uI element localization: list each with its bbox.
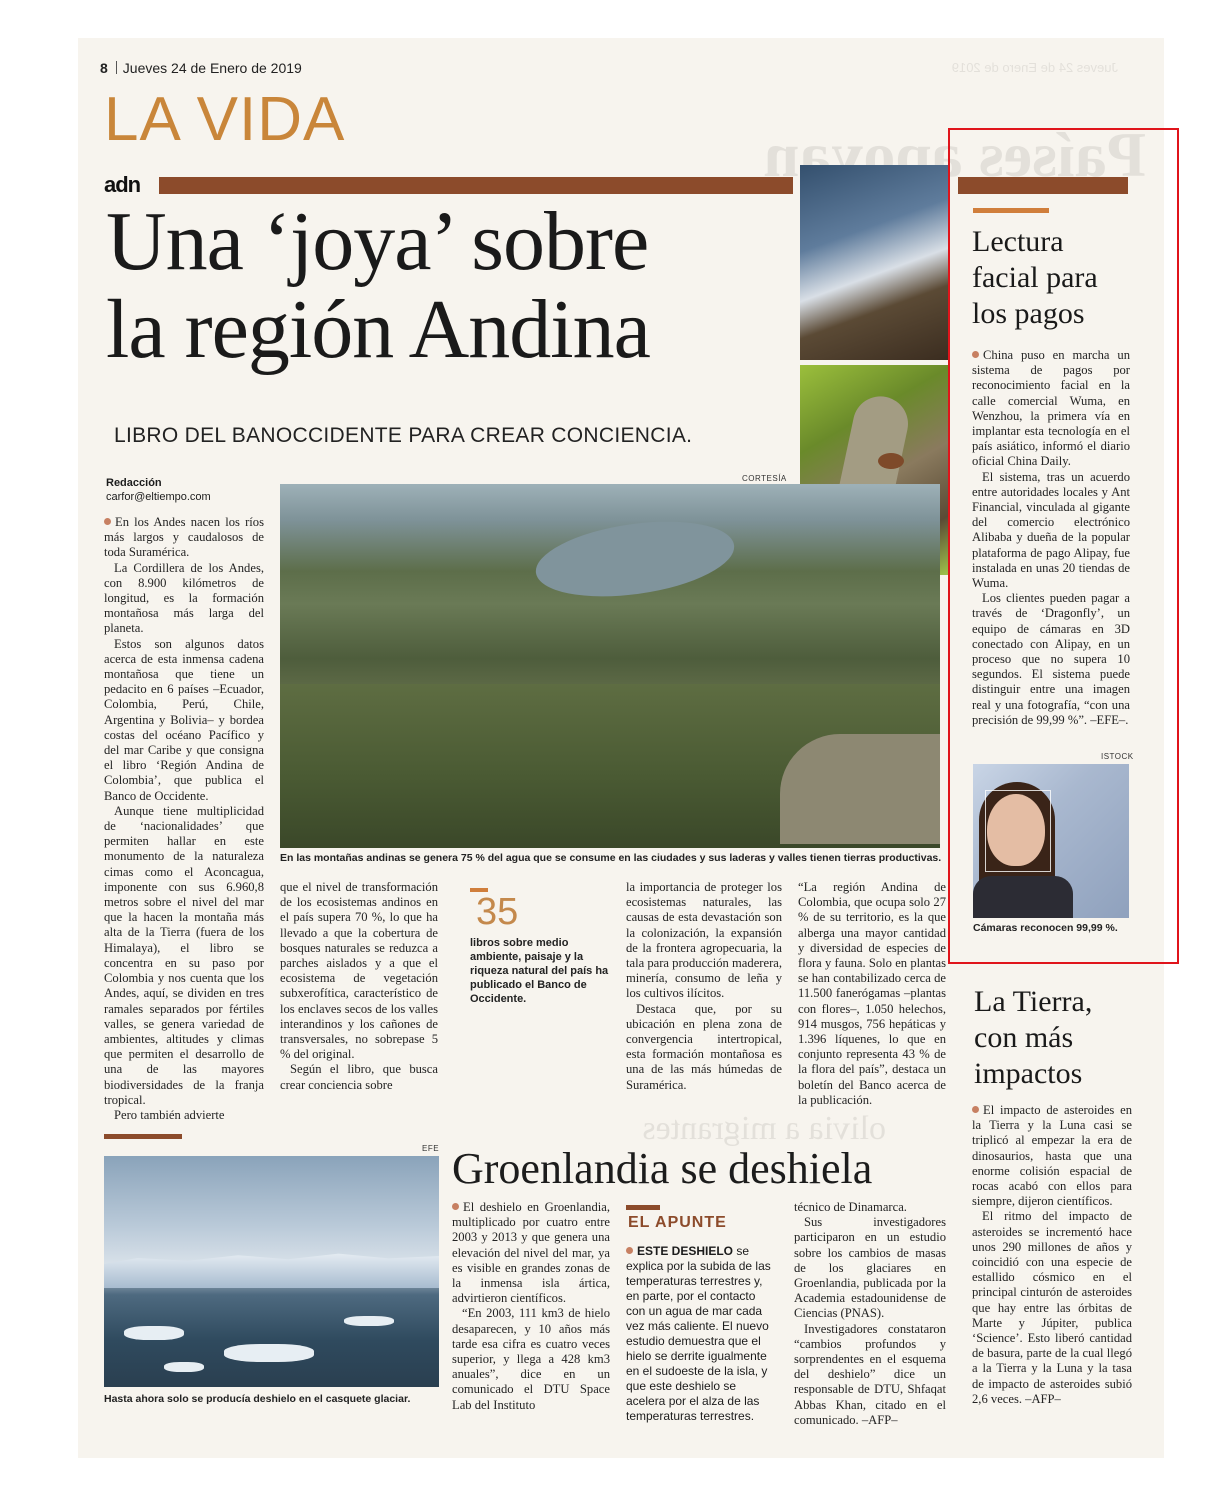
bullet-icon [626, 1247, 633, 1254]
apunte-lead: ESTE DESHIELO [637, 1244, 734, 1258]
paragraph: técnico de Dinamarca. [794, 1200, 907, 1214]
bullet-icon [104, 518, 111, 525]
facial-photo-credit: ISTOCK [1101, 752, 1134, 761]
lake-shape [531, 510, 739, 607]
byline [106, 476, 211, 504]
paragraph: Pero también advierte [114, 1107, 225, 1122]
paragraph [972, 1103, 1132, 1209]
apunte-title: EL APUNTE [628, 1214, 727, 1231]
paragraph: Destaca que, por su ubicación en plena zona de convergencia intertropical, esta formación montañosa es una de las más húmedas de Suramérica. [626, 1001, 782, 1092]
section-title: LA VIDA [104, 85, 346, 154]
paragraph-text: En los Andes nacen los ríos más largos y caudalosos de toda Suramérica. [104, 515, 264, 560]
ice-floe-shape [124, 1326, 184, 1340]
main-article-col-3 [626, 880, 782, 1093]
headline-rule [159, 177, 793, 194]
paragraph [972, 348, 1130, 470]
apunte-rule [626, 1205, 660, 1210]
paragraph: Los clientes pueden pagar a través de ‘Dragonfly’, un equipo de cámaras en 3D conectado con Alipay, en un proceso que no supera 10 segundos. El sistema puede distinguir entre una imagen real y una fotografía, “con una precisión de 99,99 %”. –EFE–. [972, 591, 1130, 727]
ice-floe-shape [344, 1316, 394, 1326]
paragraph: Sus investigadores participaron en un estudio sobre los cambios de masas de los glaciares en Groenlandia, publicada por la Academia estadounidense de Ciencias (PNAS). [794, 1215, 946, 1321]
headline-line-2: la región Andina [106, 283, 650, 376]
main-photo-caption: En las montañas andinas se genera 75 % del agua que se consume en las ciudades y sus laderas y valles tienen tierras productivas. [280, 852, 942, 864]
shirt-shape [973, 876, 1073, 918]
paragraph: Según el libro, que busca crear conciencia sobre [280, 1062, 438, 1092]
paragraph-text: El impacto de asteroides en la Tierra y la Luna casi se triplicó al empezar la era de dinosaurios, hasta que una enorme colisión espacial de rocas acabó con ellos para siempre, dijeron científicos. [972, 1103, 1132, 1209]
scan-frame-icon [985, 790, 1051, 872]
stat-text: libros sobre medio ambiente, paisaje y la riqueza natural del país ha publicado el Banco de Occidente. [470, 937, 609, 1005]
groenlandia-col-1 [452, 1200, 610, 1413]
main-article-col-1 [104, 515, 264, 1123]
main-article-col-2 [280, 880, 438, 1093]
paragraph: “En 2003, 111 km3 de hielo desaparecen, y 10 años más tarde esa cifra es cuatro veces superior, y llega a 428 km3 anuales”, dice en un comunicado el DTU Space Lab del Instituto [452, 1306, 610, 1412]
paragraph: El ritmo del impacto de asteroides se incrementó hace unos 290 millones de años y coincidió con una especie de estallido cósmico en el principal cinturón de asteroides que hay entre las órbitas de Marte y Júpiter, publica ‘Science’. Esto liberó cantidad de basura, parte de la cual llegó a la Tierra y la Luna y la tasa de impacto de asteroides subió 2,6 veces. –AFP– [972, 1209, 1132, 1406]
paragraph: La Cordillera de los Andes, con 8.900 kilómetros de longitud, es la formación montañosa más larga del planeta. [104, 560, 264, 636]
groenlandia-col-3 [794, 1200, 946, 1428]
main-photo-credit: CORTESÍA [742, 474, 787, 483]
glacier-photo [104, 1156, 439, 1387]
ice-floe-shape [224, 1344, 314, 1362]
sidebar-facial-title: Lectura facial para los pagos [972, 225, 1098, 330]
sidebar-rule [958, 177, 1128, 194]
byline-name: Redacción [106, 477, 162, 489]
paragraph: que el nivel de transformación de los ecosistemas andinos en el país supera 70 %, lo que ha llevado a que la cobertura de bosques naturales se reduzca a parches aislados y a que el ecosistema de vegetación subxerofítica, característico de los enclaves secos de los valles interandinos y los cañones de transversales, no sobrepase 5 % del original. [280, 880, 438, 1062]
sidebar-facial-body [972, 348, 1130, 728]
brand-logo: adn [104, 172, 141, 197]
paragraph: Aunque tiene multiplicidad de ‘nacionalidades’ que permiten hallar en este monumento de la naturaleza cimas como el Aconcagua, imponente con sus 6.960,8 metros sobre el nivel del mar que la hacen la montaña más alta de la Tierra (fuera de los Himalaya), el libro se concentra en su paso por Colombia y nos cuenta que los Andes, aquí, se dividen en tres ramales separados por fértiles valles, se genera variedad de ambientes, altitudes y climas que permiten el desarrollo de una de las mayores biodiversidades de la franja tropical. [104, 803, 264, 1107]
bullet-icon [972, 351, 979, 358]
subhead: LIBRO DEL BANOCCIDENTE PARA CREAR CONCIENCIA. [114, 424, 693, 447]
byline-email: carfor@eltiempo.com [106, 491, 211, 503]
bird-shape [878, 453, 904, 469]
face-scan-photo [973, 764, 1129, 918]
apunte-body [626, 1244, 776, 1424]
sidebar-tierra-body [972, 1103, 1132, 1407]
ice-photo-caption: Hasta ahora solo se producía deshielo en el casquete glaciar. [104, 1393, 411, 1405]
apunte-text: se explica por la subida de las temperaturas terrestres y, en parte, por el contacto con un agua de mar cada vez más caliente. El nuevo estudio demuestra que el hielo se derrite igualmente en el sudoeste de la isla, y que este deshielo se acelera por el alza de las temperaturas terrestres. [626, 1244, 771, 1423]
andes-landscape-photo [280, 484, 940, 848]
bullet-icon [972, 1106, 979, 1113]
groenlandia-headline: Groenlandia se deshiela [452, 1144, 873, 1193]
main-headline [106, 195, 806, 376]
ice-photo-credit: EFE [422, 1144, 440, 1153]
rock-shape [780, 734, 940, 844]
paragraph: El sistema, tras un acuerdo entre autoridades locales y Ant Financial, vinculada al gigante del comercio electrónico Alibaba y dueña de la popular plataforma de pago Alipay, fue instalada en unas 20 tiendas de Wuma. [972, 469, 1130, 591]
mountain-photo [800, 165, 948, 360]
paragraph [452, 1200, 610, 1306]
paragraph [104, 515, 264, 561]
page-number: 8 [100, 60, 108, 76]
main-article-col-4 [798, 880, 946, 1108]
stat-box [470, 888, 615, 1006]
paragraph: la importancia de proteger los ecosistemas naturales, las causas de esta devastación son la colonización, la expansión de la frontera agropecuaria, la tala para producción maderera, minería, consumo de leña y los cultivos ilícitos. [626, 880, 782, 1001]
paragraph-text: El deshielo en Groenlandia, multiplicado por cuatro entre 2003 y 2013 y que genera una elevación del nivel del mar, ya es visible en grandes zonas de la inmensa isla ártica, advirtieron científicos. [452, 1200, 610, 1306]
headline-line-1: Una ‘joya’ sobre [106, 195, 649, 288]
sidebar-tierra-title: La Tierra, con más impactos [974, 985, 1093, 1090]
sidebar-accent-rule [973, 208, 1049, 213]
folio-divider [116, 61, 117, 74]
groenlandia-rule [104, 1134, 182, 1139]
facial-photo-caption: Cámaras reconocen 99,99 %. [973, 922, 1118, 934]
glacier-shape [104, 1248, 439, 1288]
paragraph: Estos son algunos datos acerca de esta inmensa cadena montañosa que tiene un pedacito en 6 países –Ecuador, Colombia, Perú, Chile, Argentina y Bolivia– y bordea costas del océano Pacífico y del mar Caribe y que consigna el libro ‘Región Andina de Colombia’, que publica el Banco de Occidente. [104, 636, 264, 803]
paragraph: “La región Andina de Colombia, que ocupa solo 27 % de su territorio, es la que alberga una mayor cantidad y diversidad de especies de flora y fauna. Solo en plantas se han contabilizado cerca de 11.500 fanerógamas –plantas con flores–, 1.050 helechos, 914 musgos, 756 hepáticas y 1.396 líquenes, lo que en conjunto representa 43 % de la flora del país”, destaca un boletín del Banco acerca de la publicación. [798, 880, 946, 1107]
page-date: Jueves 24 de Enero de 2019 [122, 60, 302, 76]
bullet-icon [452, 1203, 459, 1210]
stat-number: 35 [476, 891, 519, 933]
paragraph: Investigadores constataron “cambios profundos y sorprendentes en el esquema del deshielo” dice un responsable de DTU, Shfaqat Abbas Khan, citado en el comunicado. –AFP– [794, 1321, 946, 1427]
paragraph-text: China puso en marcha un sistema de pagos por reconocimiento facial en la calle comercial Wuma, en Wenzhou, la primera vía en implantar esta tecnología en el país asiático, informó el diario oficial China Daily. [972, 348, 1130, 469]
ice-floe-shape [164, 1362, 204, 1372]
folio [100, 60, 302, 76]
